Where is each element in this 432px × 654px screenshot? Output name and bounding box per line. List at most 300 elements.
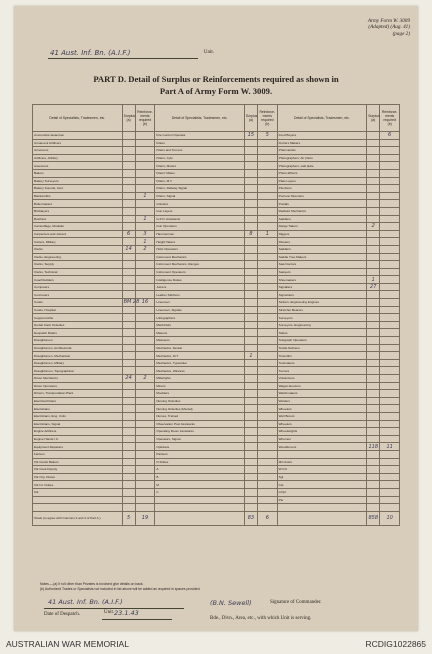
table-row: [33, 185, 400, 193]
reinforcement-cell: [135, 412, 155, 420]
specialist-name: Intelligence Duties: [155, 276, 245, 284]
reinforcement-cell: [380, 504, 400, 512]
specialist-name: Saw Doctors: [277, 261, 367, 269]
specialist-name: Armourers: [33, 147, 123, 155]
reinforcement-cell: [135, 450, 155, 458]
specialist-name: Carters, Military: [33, 238, 123, 246]
reinforcement-cell: [257, 428, 277, 436]
form-notes: [40, 582, 400, 592]
reinforcement-cell: [380, 306, 400, 314]
surplus-cell: [122, 207, 135, 215]
reinforcement-cell: [257, 215, 277, 223]
table-row: [33, 488, 400, 496]
reinforcement-cell: [135, 207, 155, 215]
surplus-cell: [367, 329, 380, 337]
reinforcement-cell: [135, 147, 155, 155]
specialist-name: Sgt: [277, 473, 367, 481]
table-row: [33, 245, 400, 253]
reinforcement-cell: [380, 488, 400, 496]
reinforcement-cell: [380, 192, 400, 200]
table-row: [33, 405, 400, 413]
surplus-cell: [367, 367, 380, 375]
totals-row: [33, 511, 400, 525]
reinforcement-cell: [380, 276, 400, 284]
surplus-cell: [122, 352, 135, 360]
surplus-cell: 15: [244, 132, 257, 140]
reinforcement-cell: [380, 329, 400, 337]
surplus-cell: [367, 466, 380, 474]
table-row: [33, 496, 400, 504]
specialist-name: Fitters, Signal: [155, 192, 245, 200]
despatch-date: [44, 609, 184, 617]
surplus-cell: [122, 443, 135, 451]
reinforcement-cell: [135, 306, 155, 314]
surplus-cell: [244, 504, 257, 512]
reinforcement-cell: [257, 504, 277, 512]
reinforcement-cell: [135, 367, 155, 375]
reinforcement-cell: [380, 375, 400, 383]
note-line: (b) Authorized Trades or Specialists not included in list above will be added as required in spaces provided.: [40, 587, 201, 591]
surplus-cell: [122, 496, 135, 504]
footer-unit-label: Unit.: [104, 610, 115, 615]
specialist-name: Clk Cook Deputy: [33, 466, 123, 474]
specialist-name: Carpenters and Joiners: [33, 230, 123, 238]
specialist-name: Nurses, Trained: [155, 412, 245, 420]
reinforcement-cell: [257, 245, 277, 253]
specialist-name: Mechanics, M.T.: [155, 352, 245, 360]
specialist-name: Blacksmiths: [33, 192, 123, 200]
surplus-cell: [367, 382, 380, 390]
surplus-cell: [244, 268, 257, 276]
table-row: [33, 253, 400, 261]
specialist-name: Electricians, Eng. Units: [33, 412, 123, 420]
surplus-cell: [244, 283, 257, 291]
reinforcement-cell: [135, 154, 155, 162]
surplus-cell: BM 28: [123, 299, 140, 306]
specialist-name: Instrument Mechanics: [155, 253, 245, 261]
surplus-cell: [367, 177, 380, 185]
specialist-name: Riveters: [277, 238, 367, 246]
reinforcement-cell: [135, 253, 155, 261]
reinforcement-cell: [135, 397, 155, 405]
reinforcement-cell: [380, 458, 400, 466]
form-title: PART D. Detail of Surplus or Reinforcements required as shown in: [93, 74, 339, 84]
table-row: [33, 375, 400, 383]
specialist-name: Tinsmiths: [277, 352, 367, 360]
specialist-name: Fire Control Operator: [155, 132, 245, 140]
specialist-name: Mechanics, Dental: [155, 344, 245, 352]
reinforcement-cell: [257, 466, 277, 474]
reinforcement-cell: 16: [135, 299, 155, 307]
reinforcement-cell: [257, 200, 277, 208]
surplus-cell: [244, 488, 257, 496]
surplus-cell: [122, 147, 135, 155]
reinforcement-cell: 1: [135, 238, 155, 246]
reinforcement-cell: [380, 382, 400, 390]
surplus-cell: [122, 139, 135, 147]
surplus-cell: [244, 321, 257, 329]
specialist-name: Camouflage, Modeller: [33, 223, 123, 231]
surplus-cell: [367, 154, 380, 162]
reinforcement-cell: [135, 261, 155, 269]
table-header-row: [33, 105, 400, 132]
surplus-cell: [244, 344, 257, 352]
reinforcement-cell: [380, 481, 400, 489]
reinforcement-cell: [380, 420, 400, 428]
specialist-name: Height Takers: [155, 238, 245, 246]
surplus-cell: [367, 321, 380, 329]
reinforcement-cell: [257, 344, 277, 352]
surplus-cell: 27: [367, 283, 380, 291]
specialist-name: Clerks: [33, 245, 123, 253]
reinforcement-cell: [380, 299, 400, 307]
surplus-cell: [367, 185, 380, 193]
surplus-cell: [122, 329, 135, 337]
surplus-cell: [122, 397, 135, 405]
specialist-name: [277, 450, 367, 458]
table-row: [33, 344, 400, 352]
surplus-cell: [244, 192, 257, 200]
reinforcement-cell: [135, 177, 155, 185]
specialist-name: Computers: [33, 283, 123, 291]
surplus-cell: [122, 504, 135, 512]
reinforcement-cell: [257, 420, 277, 428]
table-row: [33, 177, 400, 185]
specialist-name: Battery Sounds, Asst.: [33, 185, 123, 193]
reinforcement-cell: 1: [135, 192, 155, 200]
unit-handwritten: 41 Aust. Inf. Bn. (A.I.F.): [50, 49, 131, 57]
reinforcement-cell: [135, 488, 155, 496]
reinforcement-cell: [380, 412, 400, 420]
reinforcement-cell: [257, 177, 277, 185]
specialist-name: M: [155, 481, 245, 489]
totals-label: Totals (to agree with Columns 2 and 4 of Part A.): [33, 511, 123, 525]
reinforcement-cell: 1: [257, 230, 277, 238]
specialist-name: Fitters, M.T.: [155, 177, 245, 185]
surplus-cell: [367, 207, 380, 215]
surplus-cell: [244, 329, 257, 337]
unit-field: [48, 48, 214, 59]
specialist-name: G.P.O. Assistants: [155, 215, 245, 223]
table-row: [33, 329, 400, 337]
surplus-cell: [244, 207, 257, 215]
surplus-cell: [244, 496, 257, 504]
reinforcement-cell: 1: [135, 215, 155, 223]
surplus-cell: [244, 458, 257, 466]
surplus-cell: [122, 132, 135, 140]
surplus-cell: [122, 291, 135, 299]
specialist-name: B: [155, 473, 245, 481]
reinforcement-cell: [257, 337, 277, 345]
table-row: [33, 230, 400, 238]
specialist-name: Photographers, wall plate: [277, 162, 367, 170]
specialist-name: Operators, Signal: [155, 435, 245, 443]
surplus-cell: [122, 185, 135, 193]
specialist-name: Opticians: [155, 443, 245, 451]
reinforcement-cell: [380, 177, 400, 185]
reinforcement-cell: 6: [380, 132, 400, 140]
specialist-name: Lithographers: [155, 314, 245, 322]
reinforcement-cell: [380, 223, 400, 231]
reinforcement-cell: [257, 397, 277, 405]
table-row: [33, 291, 400, 299]
reinforcement-cell: [257, 382, 277, 390]
reinforcement-cell: [135, 352, 155, 360]
surplus-cell: [244, 405, 257, 413]
surplus-cell: [122, 428, 135, 436]
reinforcement-cell: [135, 314, 155, 322]
specialist-name: Masseurs: [155, 337, 245, 345]
surplus-cell: [367, 169, 380, 177]
surplus-cell: [367, 200, 380, 208]
specialist-name: Draughtsmen, Topographical: [33, 367, 123, 375]
surplus-cell: [367, 344, 380, 352]
specialist-name: Radiator Mechanics: [277, 207, 367, 215]
specialist-name: Clk: [33, 488, 123, 496]
reinforcement-cell: [135, 162, 155, 170]
surplus-cell: [367, 450, 380, 458]
specialist-name: Cpl: [277, 481, 367, 489]
bde-label: Bde., Divn., Area, etc., with which Unit is serving.: [210, 616, 312, 621]
specialist-name: Coppersmiths: [33, 314, 123, 322]
reinforcement-cell: [135, 428, 155, 436]
column-header: Surplus (a): [367, 105, 380, 132]
surplus-cell: [367, 428, 380, 436]
column-header: Surplus (a): [122, 105, 135, 132]
surplus-cell: [244, 291, 257, 299]
reinforcement-cell: [380, 261, 400, 269]
reinforcement-cell: [135, 420, 155, 428]
surplus-cell: [367, 139, 380, 147]
reinforcement-cell: [257, 306, 277, 314]
surplus-cell: [367, 291, 380, 299]
table-row: [33, 314, 400, 322]
surplus-cell: [122, 382, 135, 390]
total-reinforcements: 19: [135, 511, 155, 525]
surplus-cell: [244, 443, 257, 451]
specialist-name: Miners: [155, 382, 245, 390]
surplus-cell: [367, 215, 380, 223]
reinforcement-cell: [257, 435, 277, 443]
surplus-cell: [122, 276, 135, 284]
surplus-cell: [122, 473, 135, 481]
specialist-name: [33, 496, 123, 504]
surplus-cell: [122, 154, 135, 162]
surplus-cell: [244, 435, 257, 443]
specialist-name: Masons: [155, 329, 245, 337]
specialist-name: Photo-Writers: [277, 169, 367, 177]
surplus-cell: [367, 306, 380, 314]
specialist-name: Artificers, Artillery: [33, 154, 123, 162]
specialist-name: Cooks, Hospital: [33, 306, 123, 314]
date-line: [102, 619, 172, 620]
specialist-name: Postals: [277, 200, 367, 208]
specialist-name: Pontoon Mounters: [277, 192, 367, 200]
specialist-name: Draughtsmen, Military: [33, 359, 123, 367]
reinforcement-cell: [135, 132, 155, 140]
reinforcement-cell: [380, 230, 400, 238]
surplus-cell: [367, 496, 380, 504]
specialists-table: [32, 104, 400, 526]
reinforcement-cell: [380, 314, 400, 322]
surplus-cell: [122, 367, 135, 375]
specialist-name: Signwriters: [277, 291, 367, 299]
specialist-name: A: [155, 466, 245, 474]
signature-handwritten: (B.N. Sewell): [210, 599, 252, 607]
specialist-name: Clerks, Engineering: [33, 253, 123, 261]
reinforcement-cell: [257, 496, 277, 504]
specialist-name: Wiremen: [277, 435, 367, 443]
specialist-name: Joiners: [155, 283, 245, 291]
reinforcement-cell: [257, 352, 277, 360]
specialist-name: Instrument Mechanics, Ranges: [155, 261, 245, 269]
surplus-cell: [122, 162, 135, 170]
reinforcement-cell: 11: [380, 443, 400, 451]
surplus-cell: [244, 147, 257, 155]
specialist-name: Battery Surveyors: [33, 177, 123, 185]
specialist-name: Draughtsmen, Architectural: [33, 344, 123, 352]
surplus-cell: [367, 132, 380, 140]
reinforcement-cell: [135, 435, 155, 443]
table-row: [33, 215, 400, 223]
surplus-cell: [244, 261, 257, 269]
specialist-name: Dental Clerk Orderlies: [33, 321, 123, 329]
specialist-name: Riggers: [277, 230, 367, 238]
surplus-cell: [122, 359, 135, 367]
reinforcement-cell: [135, 466, 155, 474]
table-row: [33, 306, 400, 314]
specialist-name: Fitters, Railway Signal: [155, 185, 245, 193]
column-header: Detail of Specialists, Tradesmen, etc.: [155, 105, 245, 132]
specialist-name: Mechanics, Wireless: [155, 367, 245, 375]
form-ref-line: (Adapted) (Aug. 41): [368, 24, 410, 31]
reinforcement-cell: [380, 344, 400, 352]
reinforcement-cell: [257, 238, 277, 246]
surplus-cell: [244, 139, 257, 147]
specialist-name: Linesmen, Signals: [155, 306, 245, 314]
table-row: [33, 132, 400, 140]
surplus-cell: [244, 397, 257, 405]
reinforcement-cell: [135, 185, 155, 193]
reinforcement-cell: [257, 473, 277, 481]
specialist-name: Turners: [277, 367, 367, 375]
specialist-name: Concreters: [33, 291, 123, 299]
reinforcement-cell: [135, 382, 155, 390]
specialist-name: Nursing Orderlies (Mental): [155, 405, 245, 413]
table-row: [33, 428, 400, 436]
specialist-name: Saddle Tree Makers: [277, 253, 367, 261]
surplus-cell: [244, 154, 257, 162]
specialist-name: Boilermakers: [33, 200, 123, 208]
specialist-name: C: [155, 488, 245, 496]
reinforcement-cell: [135, 337, 155, 345]
surplus-cell: [122, 238, 135, 246]
surplus-cell: [122, 488, 135, 496]
specialist-name: Bakers: [33, 169, 123, 177]
specialist-name: Telegraph Operators: [277, 337, 367, 345]
reinforcement-cell: [257, 223, 277, 231]
specialist-name: Saddlers: [277, 245, 367, 253]
surplus-cell: [244, 420, 257, 428]
reinforcement-cell: [380, 162, 400, 170]
reinforcement-cell: [135, 223, 155, 231]
surplus-cell: [122, 177, 135, 185]
specialist-name: Textile Refiners: [277, 344, 367, 352]
reinforcement-cell: [380, 367, 400, 375]
archive-name: AUSTRALIAN WAR MEMORIAL: [6, 639, 129, 649]
table-row: [33, 367, 400, 375]
reinforcement-cell: 2: [135, 375, 155, 383]
reinforcement-cell: [380, 283, 400, 291]
reinforcement-cell: [135, 283, 155, 291]
specialist-name: Saddlers: [277, 215, 367, 223]
specialist-name: Ammunition Examiner: [33, 132, 123, 140]
reinforcement-cell: [257, 314, 277, 322]
specialist-name: Coachbuilders: [33, 276, 123, 284]
reinforcement-cell: [257, 154, 277, 162]
column-header: Reinforce- ments required (b): [257, 105, 277, 132]
specialist-name: Driver Operators: [33, 382, 123, 390]
date-label: Date of Despatch.: [44, 612, 80, 617]
note-line: Notes.—(a) If roll other than Privates is involved give details on back.: [40, 582, 144, 586]
archive-id: RCDIG1022865: [365, 639, 426, 649]
surplus-cell: [122, 344, 135, 352]
specialist-name: Wheelwrights: [277, 428, 367, 436]
surplus-cell: [122, 390, 135, 398]
specialist-name: Welders: [277, 397, 367, 405]
surplus-cell: [122, 306, 135, 314]
reinforcement-cell: 2: [135, 245, 155, 253]
reinforcement-cell: [380, 238, 400, 246]
reinforcement-cell: [135, 344, 155, 352]
specialist-name: Millwrights: [155, 375, 245, 383]
signature-label: Signature of Commander.: [270, 600, 322, 605]
specialist-name: Surveyors: [277, 314, 367, 322]
surplus-cell: [244, 238, 257, 246]
surplus-cell: 8: [244, 230, 257, 238]
table-row: [33, 192, 400, 200]
column-header: Surplus (a): [244, 105, 257, 132]
specialist-name: Painters: [155, 450, 245, 458]
reinforcement-cell: [380, 185, 400, 193]
reinforcement-cell: [135, 321, 155, 329]
table-row: [33, 139, 400, 147]
surplus-cell: [244, 162, 257, 170]
table-row: [33, 337, 400, 345]
specialist-name: Signallers: [277, 283, 367, 291]
surplus-cell: [244, 481, 257, 489]
surplus-cell: 6: [122, 230, 135, 238]
specialist-name: Clk Cooks Bakers: [33, 458, 123, 466]
table-row: [33, 276, 400, 284]
total-reinforcements: 10: [380, 511, 400, 525]
surplus-cell: [244, 245, 257, 253]
specialist-name: O Duties: [155, 458, 245, 466]
form-ref-line: (page 2): [392, 30, 410, 37]
form-ref-line: Army Form W. 3009: [367, 18, 410, 24]
surplus-cell: [367, 261, 380, 269]
reinforcement-cell: [380, 215, 400, 223]
surplus-cell: [244, 185, 257, 193]
specialist-name: Fitters: [155, 139, 245, 147]
specialist-name: Range Takers: [277, 223, 367, 231]
table-row: [33, 504, 400, 512]
reinforcement-cell: [257, 139, 277, 147]
surplus-cell: [122, 420, 135, 428]
surplus-cell: [122, 412, 135, 420]
surplus-cell: [122, 458, 135, 466]
specialist-name: Electrical Fitters: [33, 397, 123, 405]
